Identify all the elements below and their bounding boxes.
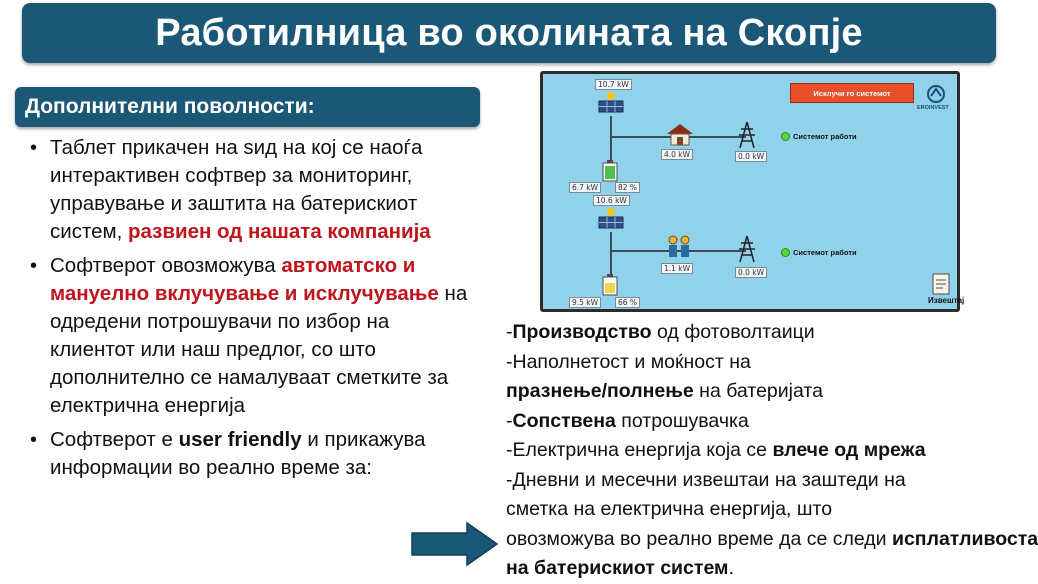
list-item <box>506 436 1024 466</box>
info-text: -Дневни и месечни извештаи на заштеди на <box>506 468 906 491</box>
list-item <box>506 554 1024 584</box>
list-item <box>506 348 1024 378</box>
monitoring-screenshot <box>540 71 965 312</box>
arrow-right-icon <box>411 522 499 566</box>
grid-power-label: 0.0 kW <box>735 267 767 278</box>
info-bold: Сопствена <box>512 409 616 432</box>
list-item <box>506 377 1024 407</box>
info-text: потрошувачка <box>615 409 749 432</box>
info-bold: празнење/полнење <box>506 380 694 402</box>
list-item <box>28 426 468 482</box>
load-power-label: 4.0 kW <box>661 149 693 160</box>
power-tower-icon <box>736 235 758 263</box>
realtime-info-list <box>506 318 1038 584</box>
bullet-text: Софтверот е <box>50 428 179 451</box>
bullet-text: Софтверот овозможува <box>50 254 282 277</box>
title-banner <box>22 3 996 63</box>
list-item <box>506 407 1024 437</box>
section-header-label: Дополнителни поволности: <box>25 95 315 118</box>
info-text: од фотоволтаици <box>651 321 815 343</box>
battery-power-label: 6.7 kW <box>569 182 601 193</box>
page-title: Работилница во околината на Скопје <box>155 11 863 54</box>
system-status <box>781 248 857 257</box>
info-text: сметка на електрична енергија, што <box>506 498 833 520</box>
status-text: Системот работи <box>793 132 857 141</box>
load-power-label: 1.1 kW <box>661 263 693 274</box>
system-status <box>781 132 857 141</box>
power-tower-icon <box>736 121 758 149</box>
report-icon[interactable] <box>930 272 952 296</box>
info-text: . <box>728 557 734 579</box>
workers-icon <box>663 234 695 260</box>
status-dot-icon <box>781 248 790 257</box>
status-text: Системот работи <box>793 248 857 257</box>
brand-label: EROINVEST <box>917 105 949 111</box>
wire <box>610 116 612 162</box>
status-dot-icon <box>781 132 790 141</box>
battery-icon <box>602 274 618 296</box>
solar-panel-icon <box>594 91 628 115</box>
list-item <box>506 318 1024 348</box>
info-text: овозможува во реално време да се следи <box>506 527 892 550</box>
battery-soc-label: 82 % <box>615 182 640 193</box>
info-text: - <box>506 321 513 343</box>
info-bold: влече од мрежа <box>772 439 926 461</box>
list-item <box>506 495 1024 525</box>
battery-soc-label: 66 % <box>615 297 640 308</box>
info-text: -Електрична енергија која се <box>506 439 773 461</box>
stop-system-button[interactable]: Исклучи го системот <box>790 83 914 103</box>
bullet-highlight: user friendly <box>178 428 302 451</box>
bullet-text: Таблет прикачен на ѕид на кој се наоѓа интерактивен софтвер за мониторинг, управување и заштита на батерискиот систем, <box>50 136 423 243</box>
battery-power-label: 9.5 kW <box>569 297 601 308</box>
info-bold: на батерискиот систем <box>506 557 729 579</box>
bullet-highlight: автоматско и мануелно вклучување и исклучување <box>50 254 439 305</box>
section-header <box>15 87 480 127</box>
battery-icon <box>602 160 618 182</box>
grid-power-label: 0.0 kW <box>735 151 767 162</box>
solar-panel-icon <box>594 207 628 231</box>
monitoring-screen <box>543 74 965 309</box>
pv-power-label: 10.6 kW <box>593 195 630 206</box>
info-text: - <box>506 409 513 432</box>
house-icon <box>665 122 695 146</box>
info-text: -Наполнетост и моќност на <box>506 350 751 373</box>
info-bold: Производство <box>512 321 652 343</box>
pv-power-label: 10.7 kW <box>595 79 632 90</box>
benefits-list <box>28 134 468 488</box>
wire <box>610 232 612 276</box>
logo-icon <box>925 84 947 104</box>
list-item <box>506 525 1038 555</box>
info-bold: исплатливоста <box>891 527 1038 550</box>
bullet-highlight: развиен од нашата компанија <box>128 220 431 243</box>
list-item <box>28 252 468 420</box>
bullet-text: на одредени потрошувачи по избор на клиентот или наш предлог, со што дополнително се намалуваат сметките за електрична енергија <box>50 282 468 417</box>
report-label[interactable]: Извештај <box>928 296 965 305</box>
list-item <box>28 134 468 246</box>
bullet-text: и прикажува информации во реално време за: <box>50 428 426 479</box>
info-text: на батеријата <box>693 380 823 402</box>
list-item <box>506 466 1024 496</box>
